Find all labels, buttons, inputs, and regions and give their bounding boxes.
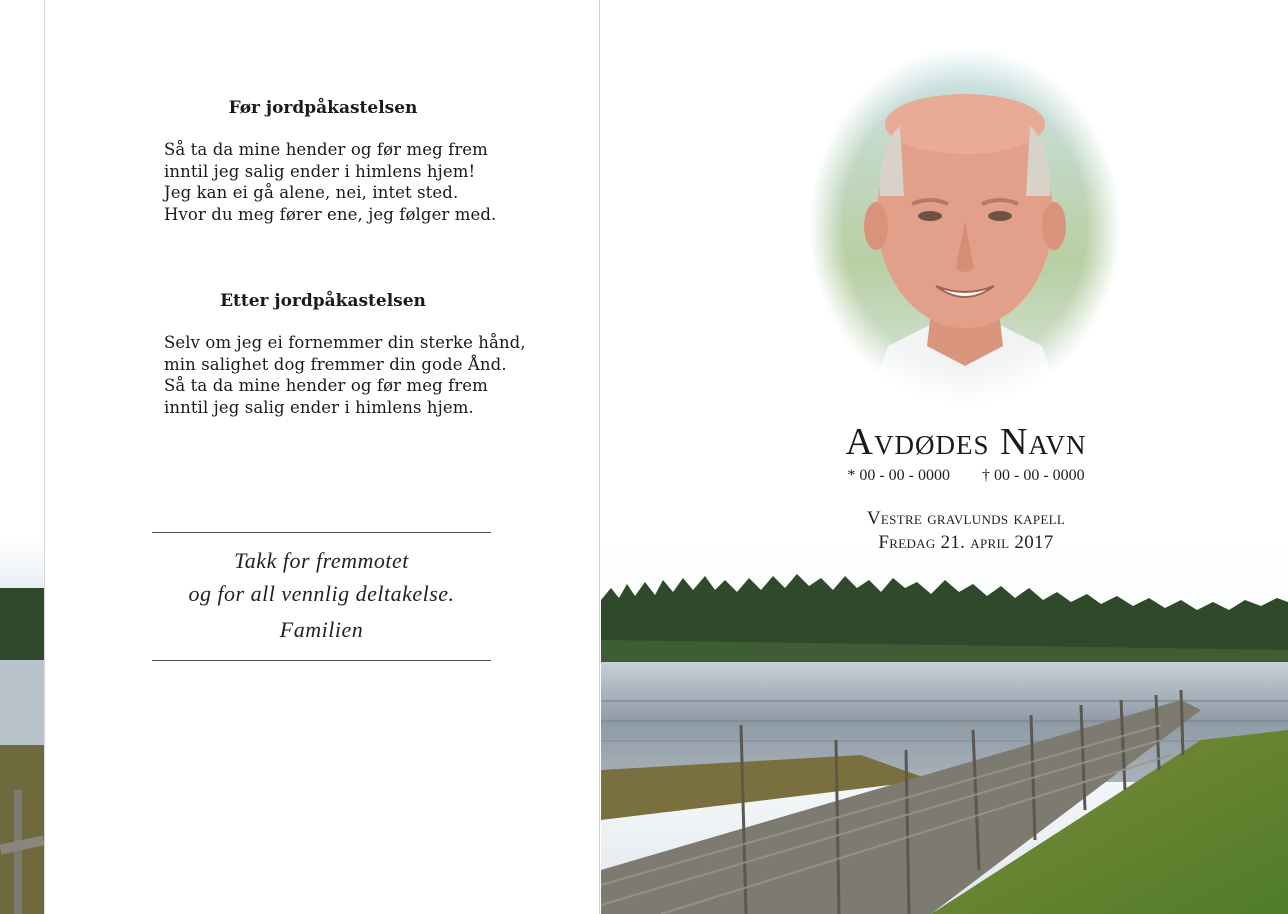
thanks-line: og for all vennlig deltakelse. [188, 581, 455, 606]
landscape-strip-left [0, 0, 44, 914]
hymn-title: Etter jordpåkastelsen [220, 291, 426, 311]
ceremony-venue: Vestre gravlunds kapell [866, 508, 1066, 529]
thanks-line: Takk for fremmotet [234, 548, 409, 573]
life-dates [780, 467, 1152, 485]
portrait-photo [808, 46, 1122, 406]
death-date: † 00 - 00 - 0000 [982, 467, 1085, 484]
left-page [44, 0, 600, 914]
hymn-line: Jeg kan ei gå alene, nei, intet sted. [164, 183, 459, 202]
landscape-photo [601, 540, 1288, 914]
deceased-name: Avdødes Navn [845, 421, 1087, 463]
hymn-line: min salighet dog fremmer din gode Ånd. [164, 354, 507, 374]
hymn-line: Så ta da mine hender og før meg frem [164, 140, 488, 159]
hymn-line: Selv om jeg ei fornemmer din sterke hånd, [164, 333, 526, 352]
hymn-before-burial [164, 98, 544, 225]
hymn-line: inntil jeg salig ender i himlens hjem! [164, 161, 476, 181]
divider [152, 532, 491, 533]
hymn-line: Hvor du meg fører ene, jeg følger med. [164, 204, 497, 224]
hymn-title: Før jordpåkastelsen [228, 98, 418, 118]
hymn-after-burial [164, 291, 544, 418]
hymn-line: Så ta da mine hender og før meg frem [164, 376, 488, 395]
thanks-signature: Familien [279, 617, 364, 642]
divider [152, 660, 491, 661]
ceremony-date: Fredag 21. april 2017 [878, 532, 1054, 553]
hymn-line: inntil jeg salig ender i himlens hjem. [164, 397, 474, 417]
birth-date: * 00 - 00 - 0000 [847, 467, 950, 484]
